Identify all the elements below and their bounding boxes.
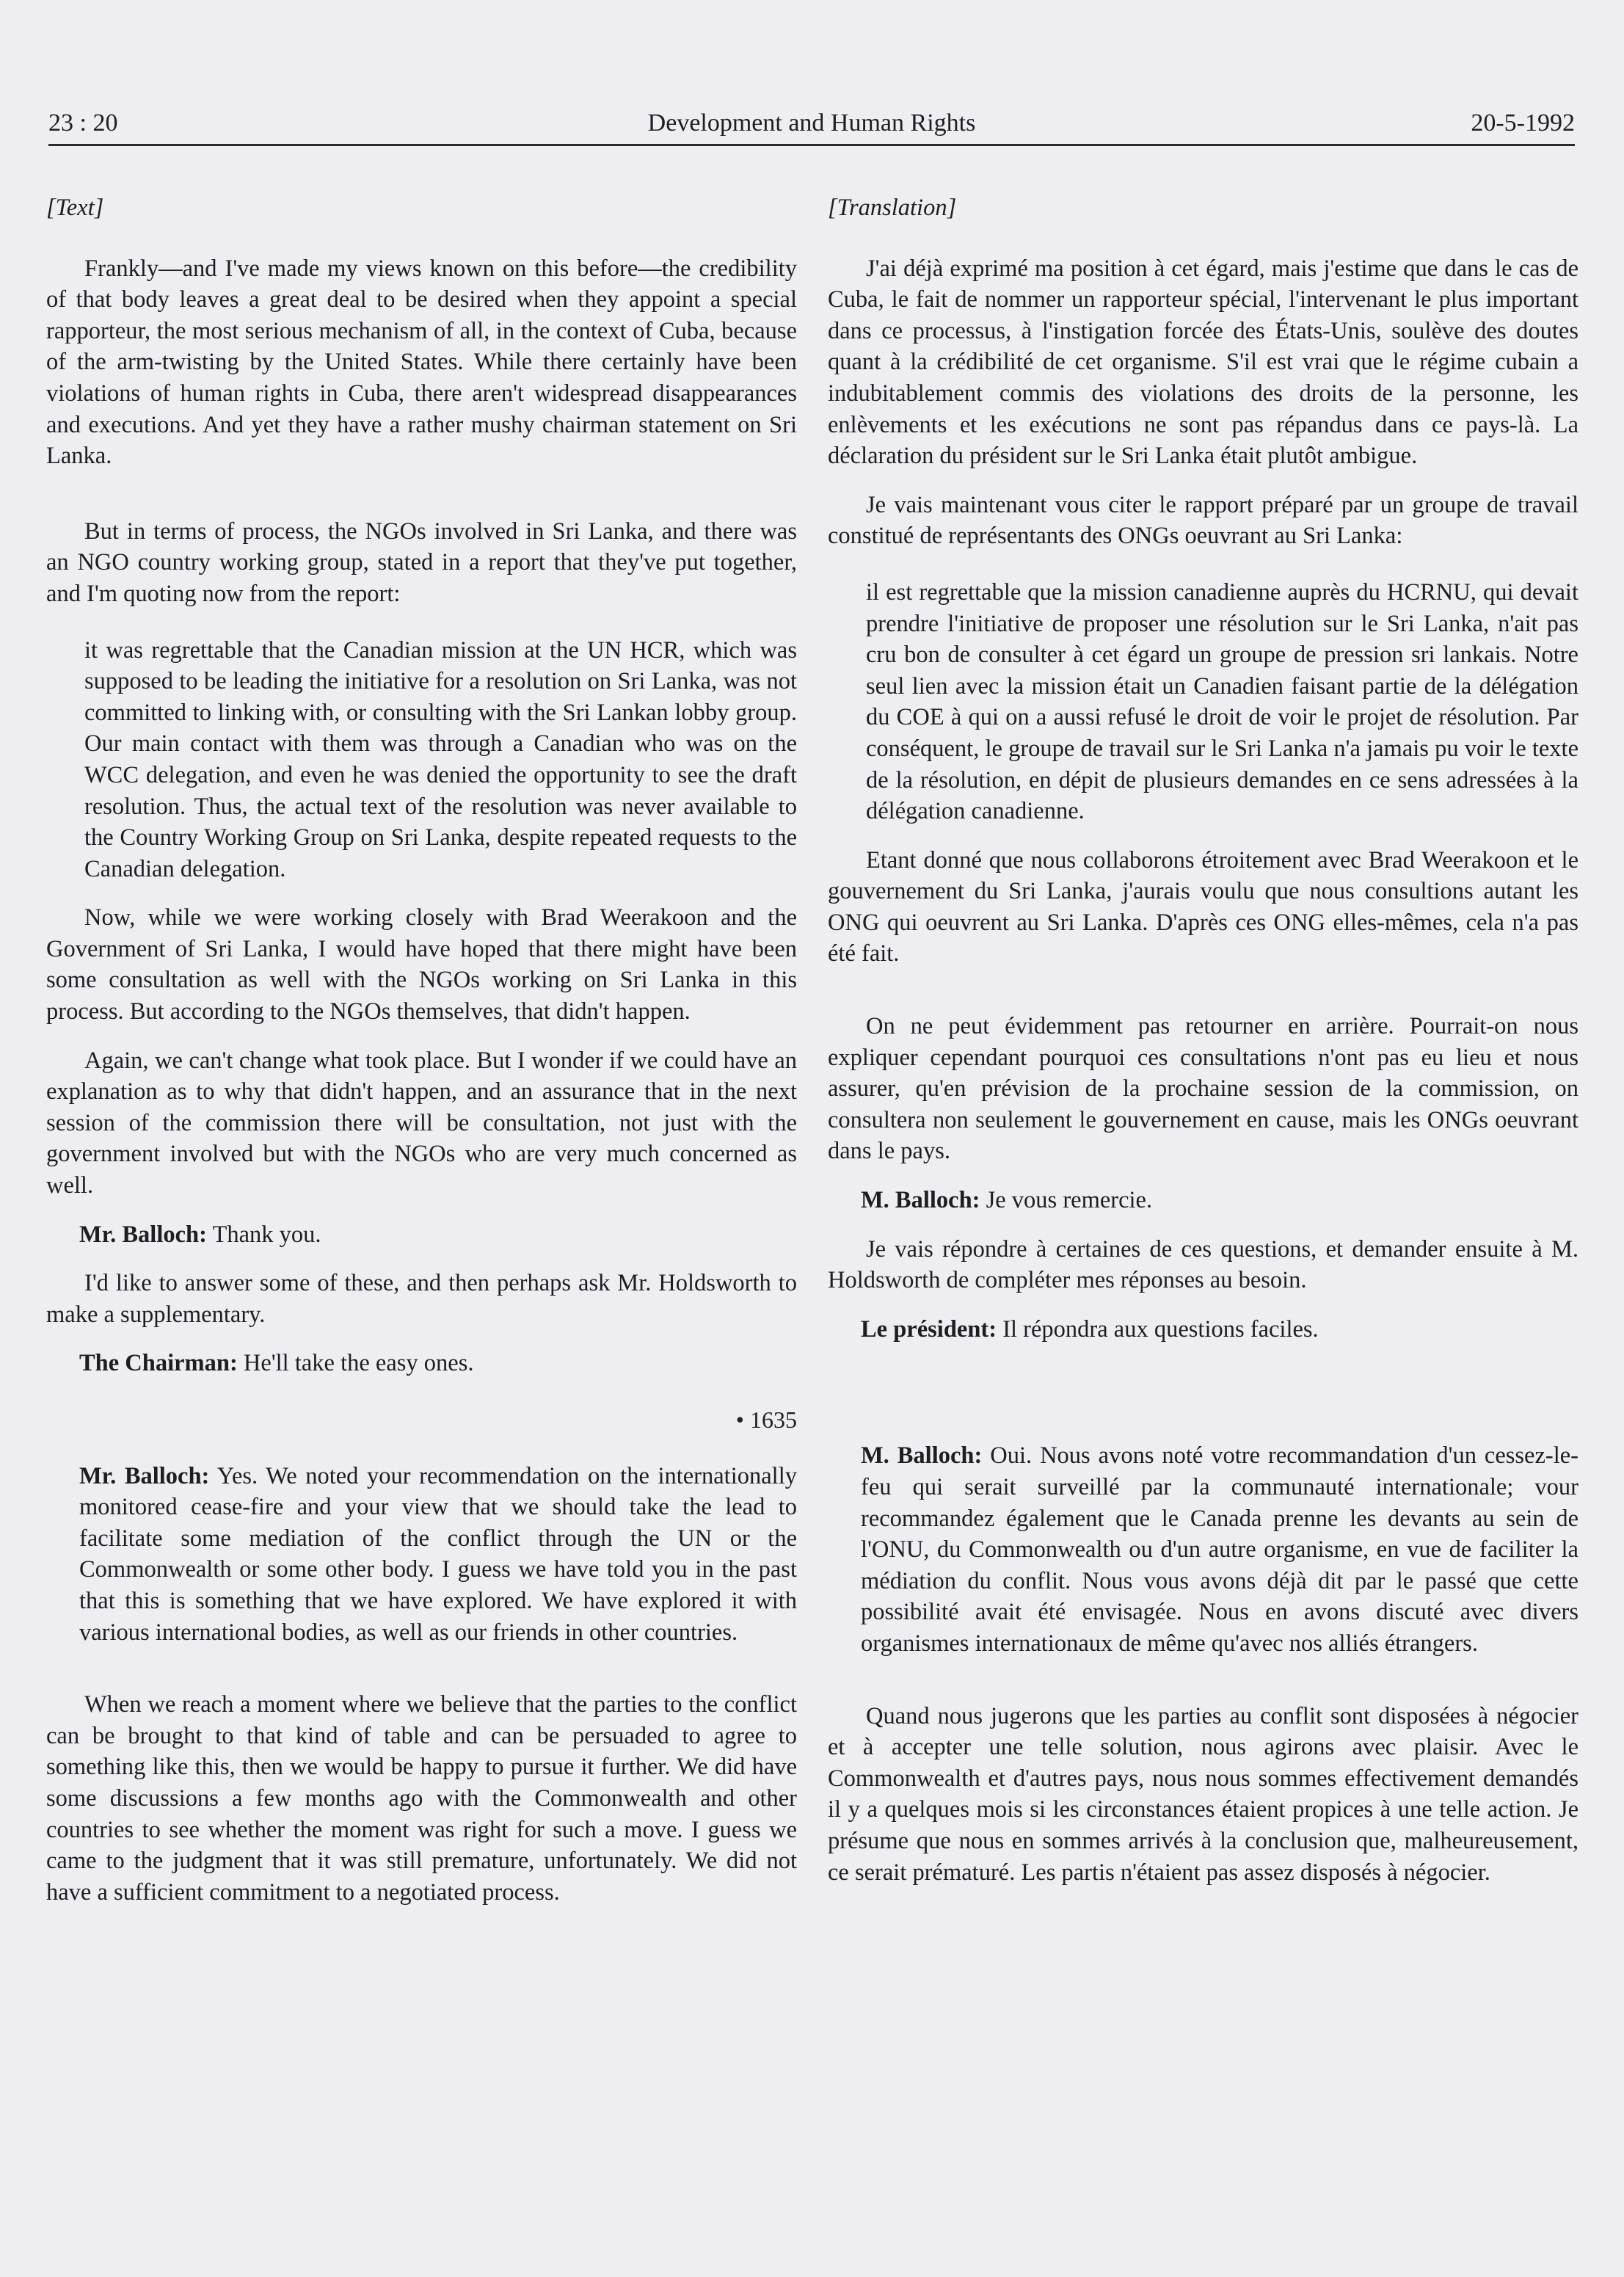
paragraph: On ne peut évidemment pas retourner en arrière. Pourrait-on nous expliquer cependant pourquoi ces consultations n'ont pas eu lieu et nous assurer, qu'en prévision de la prochaine session de la commission, on consultera non seulement le gouvernement en cause, mais les ONGs oeuvrant dans le pays. [828, 1013, 1579, 1165]
header-title: Development and Human Rights [647, 109, 976, 137]
speaker-paragraph: Mr. Balloch: Thank you. [79, 1221, 321, 1248]
english-column [46, 192, 797, 1925]
time-marker: • 1635 [735, 1406, 797, 1433]
speaker-name: Le président: [861, 1315, 997, 1343]
paragraph: I'd like to answer some of these, and then perhaps ask Mr. Holdsworth to make a supplementary. [46, 1270, 797, 1328]
speaker-name: Mr. Balloch: [79, 1221, 207, 1248]
paragraph: Etant donné que nous collaborons étroitement avec Brad Weerakoon et le gouvernement du Sri Lanka, j'aurais voulu que nous consultions autant les ONG qui oeuvrent au Sri Lanka. D'après ces ONG elles-mêmes, cela n'a pas été fait. [828, 846, 1579, 967]
column-label-text: [Text] [46, 195, 104, 221]
page-header [48, 109, 1575, 146]
french-column [828, 192, 1579, 1906]
paragraph: When we reach a moment where we believe that the parties to the conflict can be brought to that kind of table and can be persuaded to agree to something like this, then we would be happy to pursue it further. We did have some discussions a few months ago with the Commonwealth and other countries to see whether the moment was right for such a move. I guess we came to the judgment that it was still premature, unfortunately. We did not have a sufficient commitment to a negotiated process. [46, 1691, 797, 1906]
paragraph: Now, while we were working closely with Brad Weerakoon and the Government of Sri Lanka, I would have hoped that there might have been some consultation as well with the NGOs working on Sri Lanka in this process. But according to the NGOs themselves, that didn't happen. [46, 904, 797, 1025]
speaker-name: The Chairman: [79, 1350, 238, 1377]
header-date: 20-5-1992 [1471, 109, 1575, 137]
paragraph: Je vais répondre à certaines de ces questions, et demander ensuite à M. Holdsworth de compléter mes réponses au besoin. [828, 1235, 1579, 1294]
speaker-name: M. Balloch: [861, 1187, 980, 1214]
column-label-translation: [Translation] [828, 195, 957, 221]
paragraph: But in terms of process, the NGOs involved in Sri Lanka, and there was an NGO country working group, stated in a report that they've put together, and I'm quoting now from the report: [46, 518, 797, 607]
speaker-paragraph: M. Balloch: Oui. Nous avons noté votre recommandation d'un cessez-le-feu qui serait surveillé par la communauté internationale; vour recommandez également que le Canada prenne les devants au sein de l'ONU, du Commonwealth ou d'un autre organisme, en vue de faciliter la médiation du conflit. Nous vous avons déjà dit par le passé que cette possibilité avait été envisagée. Nous en avons discuté avec divers organismes internationaux de même qu'avec nos alliés étrangers. [861, 1442, 1579, 1657]
block-quote: il est regrettable que la mission canadienne auprès du HCRNU, qui devait prendre l'initiative de proposer une résolution sur le Sri Lanka, n'ait pas cru bon de consulter à cet égard un groupe de pression sri lankais. Notre seul lien avec la mission était un Canadien faisant partie de la délégation du COE à qui on a aussi refusé le droit de voir le projet de résolution. Par conséquent, le groupe de travail sur le Sri Lanka n'a jamais pu voir le texte de la résolution, en dépit de plusieurs demandes en ce sens adressées à la délégation canadienne. [866, 578, 1579, 825]
paragraph: J'ai déjà exprimé ma position à cet égard, mais j'estime que dans le cas de Cuba, le fait de nommer un rapporteur spécial, l'intervenant le plus important dans ce processus, à l'instigation forcée des États-Unis, soulève des doutes quant à la crédibilité de cet organisme. S'il est vrai que le régime cubain a indubitablement commis des violations des droits de la personne, les enlèvements et les exécutions ne sont pas répandus dans ce pays-là. La déclaration du président sur le Sri Lanka était plutôt ambigue. [828, 255, 1579, 470]
speaker-name: Mr. Balloch: [79, 1462, 210, 1489]
speaker-paragraph: The Chairman: He'll take the easy ones. [79, 1350, 474, 1377]
speaker-paragraph: Mr. Balloch: Yes. We noted your recommendation on the internationally monitored cease-fire and your view that we should take the lead to facilitate some mediation of the conflict through the UN or the Commonwealth or some other body. I guess we have told you in the past that this is something that we have explored. We have explored it with various international bodies, as well as our friends in other countries. [79, 1462, 797, 1646]
speaker-paragraph: Le président: Il répondra aux questions faciles. [861, 1315, 1319, 1343]
paragraph: Frankly—and I've made my views known on this before—the credibility of that body leaves a great deal to be desired when they appoint a special rapporteur, the most serious mechanism of all, in the context of Cuba, because of the arm-twisting by the United States. While there certainly have been violations of human rights in Cuba, there aren't widespread disappearances and executions. And yet they have a rather mushy chairman statement on Sri Lanka. [46, 255, 797, 470]
paragraph: Quand nous jugerons que les parties au conflit sont disposées à négocier et à accepter une telle solution, nous agirons avec plaisir. Avec le Commonwealth et d'autres pays, nous nous sommes effectivement demandés il y a quelques mois si les circonstances étaient propices à une telle action. Je présume que nous en sommes arrivés à la conclusion que, malheureusement, ce serait prématuré. Les partis n'étaient pas assez disposés à négocier. [828, 1702, 1579, 1886]
speaker-name: M. Balloch: [861, 1442, 983, 1470]
header-page-number: 23 : 20 [48, 109, 118, 137]
paragraph: Je vais maintenant vous citer le rapport préparé par un groupe de travail constitué de représentants des ONGs oeuvrant au Sri Lanka: [828, 491, 1579, 550]
block-quote: it was regrettable that the Canadian mission at the UN HCR, which was supposed to be leading the initiative for a resolution on Sri Lanka, was not committed to linking with, or consulting with the Sri Lankan lobby group. Our main contact with them was through a Canadian who was on the WCC delegation, and even he was denied the opportunity to see the draft resolution. Thus, the actual text of the resolution was never available to the Country Working Group on Sri Lanka, despite repeated requests to the Canadian delegation. [84, 636, 797, 882]
paragraph: Again, we can't change what took place. But I wonder if we could have an explanation as to why that didn't happen, and an assurance that in the next session of the commission there will be consultation, not just with the government involved but with the NGOs who are very much concerned as well. [46, 1047, 797, 1199]
speaker-paragraph: M. Balloch: Je vous remercie. [861, 1187, 1153, 1214]
